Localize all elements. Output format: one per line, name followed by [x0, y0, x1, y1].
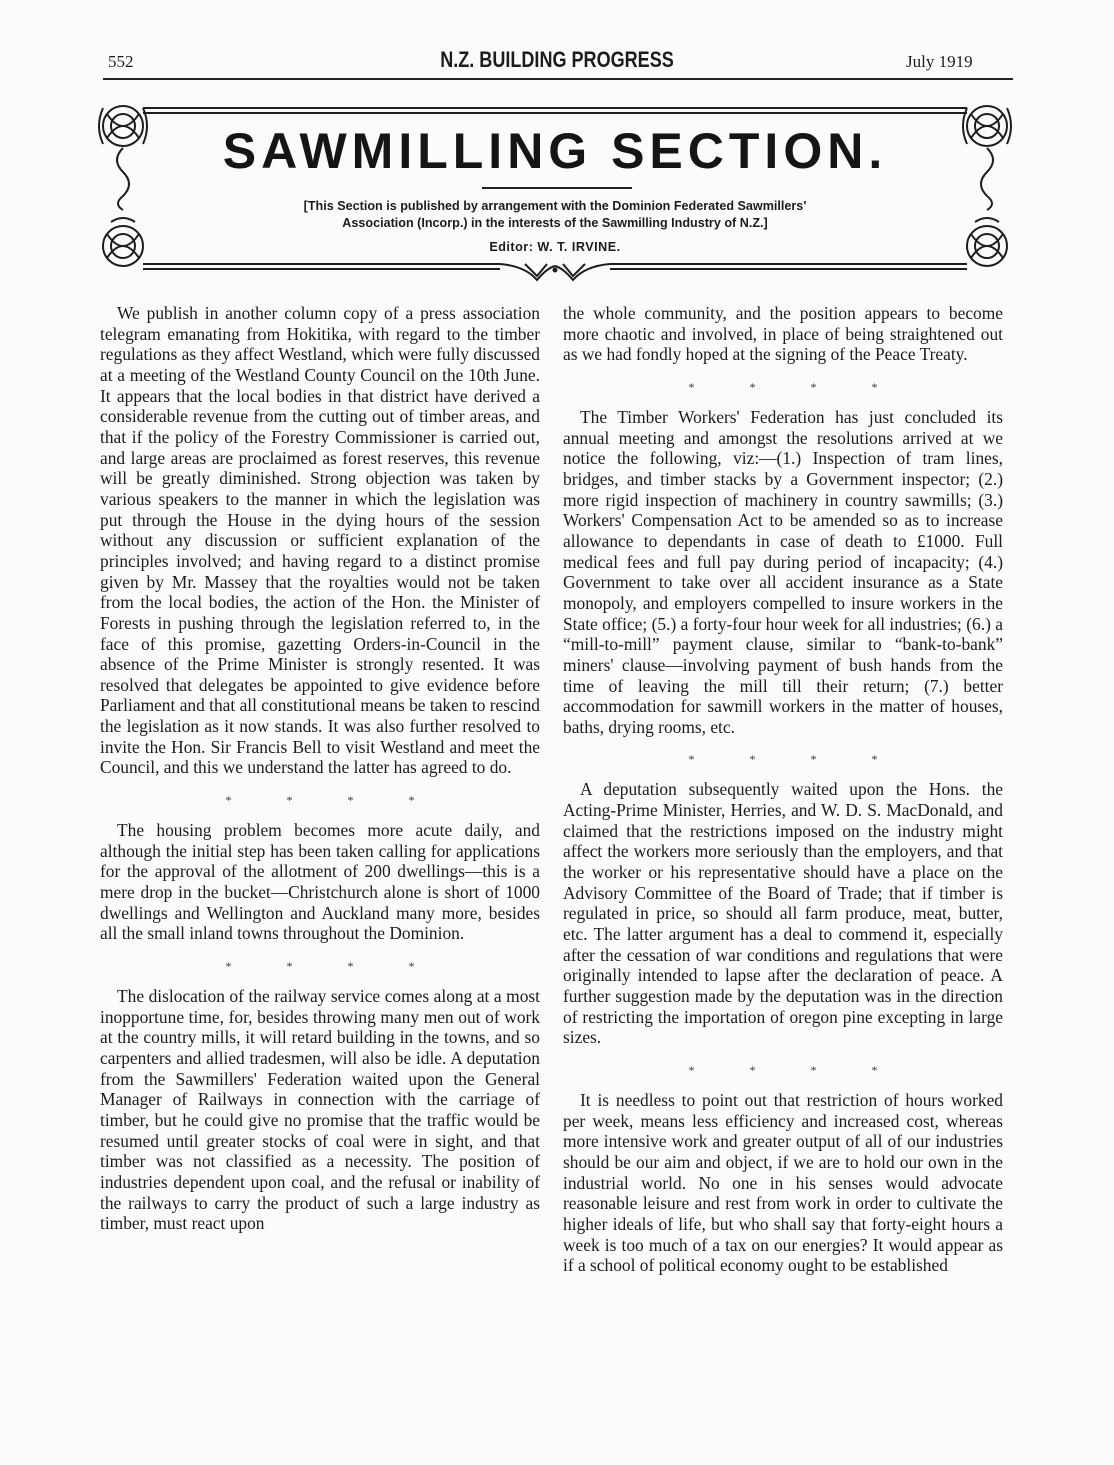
running-header: [0, 0, 1114, 80]
editor-credit: Editor: W. T. IRVINE.: [489, 240, 621, 254]
publication-note-line-2: Association (Incorp.) in the interests of the Sawmilling Industry of N.Z.]: [342, 216, 768, 230]
publication-note-line-1: [This Section is published by arrangement with the Dominion Federated Sawmillers': [303, 199, 807, 213]
article-paragraph-continuation: the whole community, and the position appears to become more chaotic and involved, in place of being straightened out as we had fondly hoped at the signing of the Peace Treaty.: [563, 303, 1003, 365]
page-number: 552: [108, 52, 134, 71]
article-paragraph-deputation: A deputation subsequently waited upon the Hons. the Acting-Prime Minister, Herries, and W. D. S. MacDonald, and claimed that the restrictions imposed on the industry might affect the workers more seriously than the employers, and that the worker or his representative should have a place on the Advisory Committee of the Board of Trade; that if timber is regulated in price, so should all farm produce, meat, butter, etc. The latter argument has a deal to commend it, especially after the cessation of war conditions and regulations that were originally intended to lapse after the declaration of peace. A further suggestion made by the deputation was in the direction of restricting the importation of oregon pine excepting in large sizes.: [563, 779, 1003, 1048]
article-paragraph-westland: We publish in another column copy of a press association telegram emanating from Hokitika, with regard to the timber regulations as they affect Westland, which were fully discussed at a meeting of the Westland County Council on the 10th June. It appears that the local bodies in that district have derived a considerable revenue from the cutting out of timber areas, and that if the policy of the Forestry Commissioner is carried out, and large areas are proclaimed as forest reserves, this revenue will be greatly diminished. Strong objection was taken by various speakers to the manner in which the legislation was put through the House in the dying hours of the session without any discussion or sufficient explanation of the principles involved; and having regard to a distinct promise given by Mr. Massey that the royalties would not be taken from the local bodies, the action of the Hon. the Minister of Forests in pushing through the legislation referred to, in the face of this promise, gazetting Orders-in-Council in the absence of the Prime Minister is strongly resented. It was resolved that delegates be appointed to give evidence before Parliament and that all constitutional means be taken to rescind the legislation as it now stands. It was also further resolved to invite the Hon. Sir Francis Bell to visit Westland and meet the Council, and this we understand the latter has agreed to do.: [100, 303, 540, 778]
title-rule: [482, 187, 632, 189]
journal-title: N.Z. BUILDING PROGRESS: [440, 47, 674, 72]
left-column: [100, 303, 540, 1234]
article-paragraph-timber-workers: The Timber Workers' Federation has just concluded its annual meeting and amongst the resolutions arrived at we notice the following, viz:—(1.) Inspection of tram lines, bridges, and timber stacks by a Government inspector; (2.) more rigid inspection of machinery in country sawmills; (3.) Workers' Compensation Act to be amended so as to increase allowance to dependants in case of death to £1000. Full medical fees and full pay during period of incapacity; (4.) Government to take over all accident insurance as a State monopoly, and employers compelled to insure workers in the State office; (5.) a forty-four hour week for all industries; (6.) a “mill-to-mill” payment clause, similar to “bank-to-bank” miners' clause—involving payment of bush hands from the time of leaving the mill till their return; (7.) better accommodation for sawmill workers in the matter of houses, baths, drying rooms, etc.: [563, 406, 1003, 737]
article-paragraph-housing: The housing problem becomes more acute daily, and although the initial step has been taken calling for applications for the approval of the allotment of 200 dwellings—this is a mere drop in the bucket—Christchurch alone is short of 1000 dwellings and Wellington and Auckland many more, besides all the small inland towns throughout the Dominion.: [100, 820, 540, 944]
section-separator: * * * *: [225, 793, 441, 808]
article-paragraph-hours: It is needless to point out that restriction of hours worked per week, means less efficiency and increased cost, whereas more intensive work and greater output of all of our industries should be our aim and object, if we are to hold our own in the industrial world. No one in his senses would advocate reasonable leisure and rest from work in order to cultivate the higher ideals of life, but who shall say that forty-eight hours a week is too much of a tax on our energies? It would appear as if a school of political economy ought to be established: [563, 1090, 1003, 1276]
header-rule: [103, 78, 1013, 80]
section-separator: * * * *: [688, 379, 904, 394]
publication-note: [205, 198, 905, 232]
right-column: [563, 303, 1003, 1276]
ornamental-border-icon: [85, 90, 1025, 290]
section-banner: [85, 90, 1025, 290]
section-separator: * * * *: [688, 1063, 904, 1077]
section-title: SAWMILLING SECTION.: [222, 123, 888, 179]
section-separator: * * * *: [688, 752, 904, 767]
issue-date: July 1919: [906, 52, 973, 71]
section-separator: * * * *: [225, 959, 441, 974]
article-paragraph-railway: The dislocation of the railway service comes along at a most inopportune time, for, besides throwing many men out of work at the country mills, it will retard building in the towns, and so carpenters and allied tradesmen, will also be idle. A deputation from the Sawmillers' Federation waited upon the General Manager of Railways in connection with the carriage of timber, but he could give no promise that the traffic would be resumed until greater stocks of coal were in sight, and that timber was not classified as a necessity. The position of industries dependent upon coal, and the refusal or inability of the railways to carry the product of such a large industry as timber, must react upon: [100, 986, 540, 1234]
